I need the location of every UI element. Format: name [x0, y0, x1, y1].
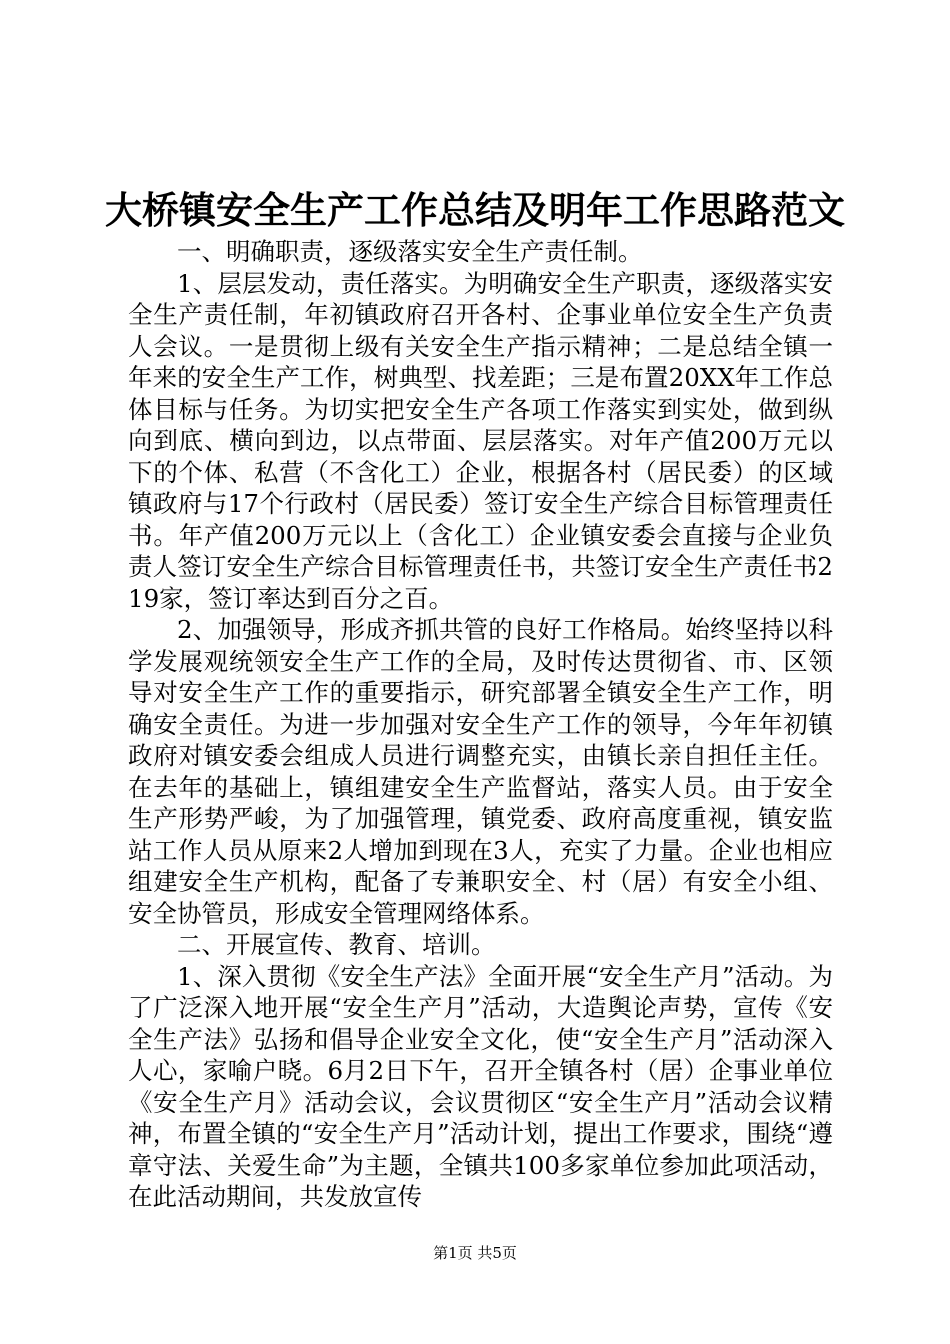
paragraph: 2、加强领导，形成齐抓共管的良好工作格局。始终坚持以科学发展观统领安全生产工作的全局，及时传达贯彻省、市、区领导对安全生产工作的重要指示，研究部署全镇安全生产工作，明确安全责任。为进一步加强对安全生产工作的领导，今年年初镇政府对镇安委会组成人员进行调整充实，由镇长亲自担任主任。在去年的基础上，镇组建安全生产监督站，落实人员。由于安全生产形势严峻，为了加强管理，镇党委、政府高度重视，镇安监站工作人员从原来2人增加到现在3人，充实了力量。企业也相应组建安全生产机构，配备了专兼职安全、村（居）有安全小组、安全协管员，形成安全管理网络体系。 — [128, 615, 833, 928]
document-body — [128, 236, 833, 1213]
document-title: 大桥镇安全生产工作总结及明年工作思路范文 — [105, 188, 845, 232]
section-heading-2: 二、开展宣传、教育、培训。 — [177, 930, 496, 959]
paragraph: 1、层层发动，责任落实。为明确安全生产职责，逐级落实安全生产责任制，年初镇政府召开各村、企事业单位安全生产负责人会议。一是贯彻上级有关安全生产指示精神；二是总结全镇一年来的安全生产工作，树典型、找差距；三是布置20XX年工作总体目标与任务。为切实把安全生产各项工作落实到实处，做到纵向到底、横向到边，以点带面、层层落实。对年产值200万元以下的个体、私营（不含化工）企业，根据各村（居民委）的区域镇政府与17个行政村（居民委）签订安全生产综合目标管理责任书。年产值200万元以上（含化工）企业镇安委会直接与企业负责人签订安全生产综合目标管理责任书，共签订安全生产责任书219家，签订率达到百分之百。 — [128, 268, 833, 613]
page-footer: 第1页 共5页 — [433, 1244, 517, 1262]
section-heading-1: 一、明确职责，逐级落实安全生产责任制。 — [177, 237, 643, 266]
paragraph: 1、深入贯彻《安全生产法》全面开展“安全生产月”活动。为了广泛深入地开展“安全生产月”活动，大造舆论声势，宣传《安全生产法》弘扬和倡导企业安全文化，使“安全生产月”活动深入人心，家喻户晓。6月2日下午，召开全镇各村（居）企事业单位《安全生产月》活动会议，会议贯彻区“安全生产月”活动会议精神，布置全镇的“安全生产月”活动计划，提出工作要求，围绕“遵章守法、关爱生命”为主题，全镇共100多家单位参加此项活动，在此活动期间，共发放宣传 — [128, 961, 833, 1211]
